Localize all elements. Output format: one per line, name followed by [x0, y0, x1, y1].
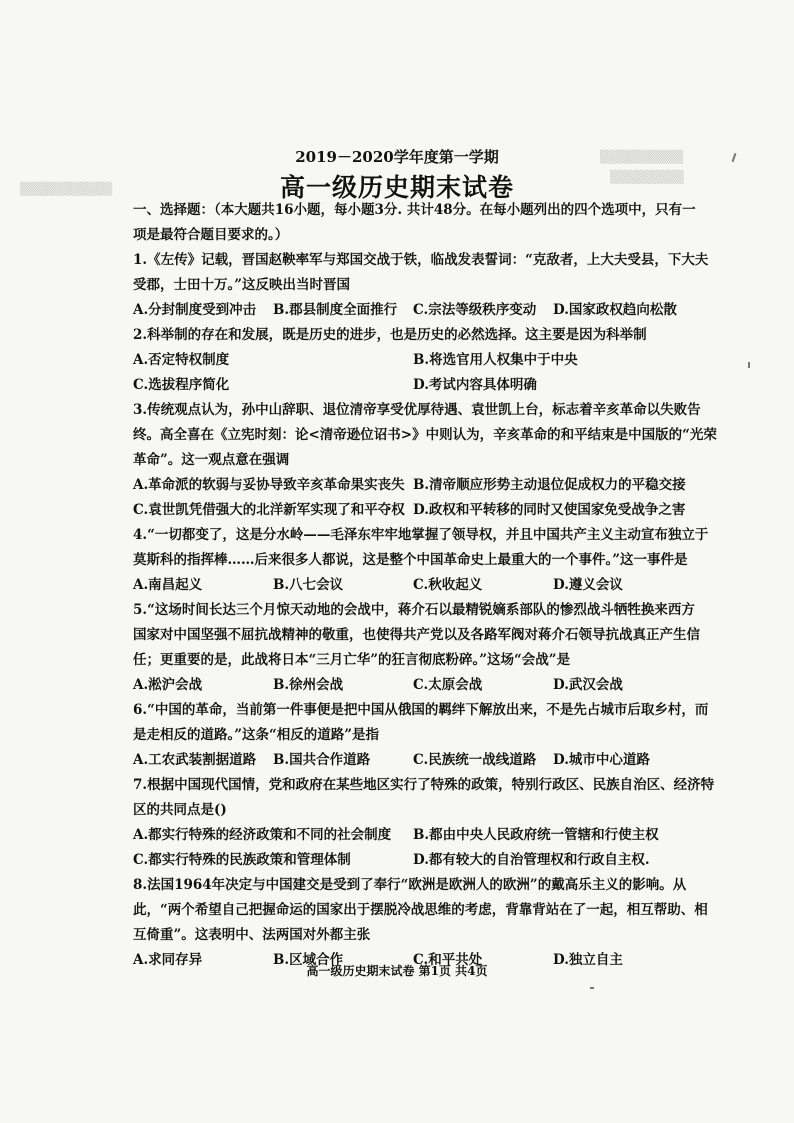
- exam-title: 高一级历史期末试卷: [279, 173, 514, 202]
- scan-speck: [748, 362, 750, 368]
- options-row: [133, 348, 693, 373]
- question-stem-line: 革命”。这一观点意在强调: [133, 452, 290, 468]
- question-stem-line: 受郡，士田十万。”这反映出当时晋国: [133, 277, 351, 293]
- answer-option-a: A.否定特权制度: [133, 352, 230, 368]
- bleed-through-text: ▒▒▒▒▒▒▒▒▒▒: [20, 182, 113, 196]
- options-row: [133, 673, 693, 698]
- bleed-through-text: ▒▒▒▒▒▒▒▒: [610, 170, 684, 184]
- answer-option-b: B.郡县制度全面推行: [273, 302, 398, 318]
- answer-option-d: D.城市中心道路: [553, 752, 650, 768]
- answer-option-a: A.都实行特殊的经济政策和不同的社会制度: [133, 827, 392, 843]
- answer-option-c: C.秋收起义: [413, 577, 483, 593]
- options-row: [133, 748, 693, 773]
- question-6: [133, 698, 709, 773]
- question-stem-line: 6.“中国的革命，当前第一件事便是把中国从俄国的羁绊下解放出来，不是先占城市后取乡村，而: [133, 702, 709, 718]
- answer-option-d: D.武汉会战: [553, 677, 623, 693]
- answer-option-c: C.民族统一战线道路: [413, 752, 537, 768]
- page-footer: 高一级历史期末试卷 第1页 共4页: [306, 964, 488, 978]
- options-row: [133, 823, 693, 848]
- options-row: [133, 498, 693, 523]
- question-2: [133, 323, 693, 398]
- options-row: [133, 848, 693, 873]
- question-stem-line: 是走相反的道路。”这条“相反的道路”是指: [133, 727, 380, 743]
- options-row: [133, 373, 693, 398]
- answer-option-b: B.区域合作: [273, 952, 344, 968]
- options-row: [133, 473, 693, 498]
- answer-option-d: D.考试内容具体明确: [413, 377, 537, 393]
- answer-option-a: A.求同存异: [133, 952, 203, 968]
- question-section: [133, 198, 717, 973]
- section-instruction: 项是最符合题目要求的。）: [133, 227, 289, 243]
- answer-option-c: C.袁世凯凭借强大的北洋新军实现了和平夺权: [133, 502, 405, 518]
- question-3: [133, 398, 717, 523]
- answer-option-b: B.徐州会战: [273, 677, 344, 693]
- question-7: [133, 773, 715, 873]
- options-row: [133, 298, 693, 323]
- semester-label: 2019－2020学年度第一学期: [295, 148, 499, 166]
- answer-option-a: A.淞沪会战: [133, 677, 203, 693]
- question-stem-line: 终。高全喜在《立宪时刻：论<清帝逊位诏书>》中则认为，辛亥革命的和平结束是中国版的“光荣: [133, 427, 717, 443]
- answer-option-b: B.清帝顺应形势主动退位促成权力的平稳交接: [413, 477, 686, 493]
- bleed-through-text: ▒▒▒▒▒▒▒▒▒: [600, 150, 684, 164]
- answer-option-b: B.将选官用人权集中于中央: [413, 352, 578, 368]
- answer-option-a: A.工农武装割据道路: [133, 752, 257, 768]
- question-stem-line: 国家对中国坚强不屈抗战精神的敬重，也使得共产党以及各路军阀对蒋介石领导抗战真正产生信: [133, 627, 700, 643]
- answer-option-a: A.南昌起义: [133, 577, 203, 593]
- answer-option-d: D.独立自主: [553, 952, 623, 968]
- question-stem-line: 5.“这场时间长达三个月惊天动地的会战中，蒋介石以最精锐嫡系部队的惨烈战斗牺牲换来西方: [133, 602, 695, 618]
- question-stem-line: 莫斯科的指挥棒……后来很多人都说，这是整个中国革命史上最重大的一个事件。”这一事件是: [133, 552, 688, 568]
- question-stem-line: 4.“一切都变了，这是分水岭——毛泽东牢牢地掌握了领导权，并且中国共产主义主动宣布独立于: [133, 527, 709, 543]
- question-8: [133, 873, 708, 973]
- question-5: [133, 598, 700, 698]
- question-stem-line: 区的共同点是(): [133, 802, 227, 818]
- question-stem-line: 3.传统观点认为，孙中山辞职、退位清帝享受优厚待遇、袁世凯上台，标志着辛亥革命以失败告: [133, 402, 701, 418]
- answer-option-c: C.和平共处: [413, 952, 483, 968]
- answer-option-b: B.都由中央人民政府统一管辖和行使主权: [413, 827, 659, 843]
- question-stem-line: 7.根据中国现代国情，党和政府在某些地区实行了特殊的政策，特别行政区、民族自治区、经济特: [133, 777, 715, 793]
- answer-option-b: B.八七会议: [273, 577, 344, 593]
- question-stem-line: 此，“两个希望自己把握命运的国家出于摆脱冷战思维的考虑，背靠背站在了一起，相互帮助、相: [133, 902, 708, 918]
- answer-option-c: C.选拔程序简化: [133, 377, 230, 393]
- question-stem-line: 2.科举制的存在和发展，既是历史的进步，也是历史的必然选择。这主要是因为科举制: [133, 327, 647, 343]
- options-row: [133, 573, 693, 598]
- scan-speck: [590, 987, 594, 989]
- question-stem-line: 互倚重”。这表明中、法两国对外都主张: [133, 927, 371, 943]
- answer-option-b: B.国共合作道路: [273, 752, 371, 768]
- question-stem-line: 8.法国1964年决定与中国建交是受到了奉行“欧洲是欧洲人的欧洲”的戴高乐主义的影响。从: [133, 877, 687, 893]
- answer-option-a: A.革命派的软弱与妥协导致辛亥革命果实丧失: [133, 477, 405, 493]
- answer-option-d: D.都有较大的自治管理权和行政自主权.: [413, 852, 650, 868]
- answer-option-c: C.宗法等级秩序变动: [413, 302, 537, 318]
- answer-option-d: D.政权和平转移的同时又使国家免受战争之害: [413, 502, 686, 518]
- question-1: [133, 248, 709, 323]
- answer-option-c: C.太原会战: [413, 677, 483, 693]
- section-instruction: 一、选择题：（本大题共16小题，每小题3分. 共计48分。在每小题列出的四个选项中，只有一: [133, 202, 696, 218]
- answer-option-c: C.都实行特殊的民族政策和管理体制: [133, 852, 351, 868]
- answer-option-a: A.分封制度受到冲击: [133, 302, 257, 318]
- question-stem-line: 1.《左传》记载，晋国赵鞅率军与郑国交战于铁，临战发表誓词：“克敌者，上大夫受县，下大夫: [133, 252, 709, 268]
- answer-option-d: D.国家政权趋向松散: [553, 302, 677, 318]
- question-4: [133, 523, 709, 598]
- question-stem-line: 任；更重要的是，此战将日本“三月亡华”的狂言彻底粉碎。”这场“会战”是: [133, 652, 571, 668]
- answer-option-d: D.遵义会议: [553, 577, 623, 593]
